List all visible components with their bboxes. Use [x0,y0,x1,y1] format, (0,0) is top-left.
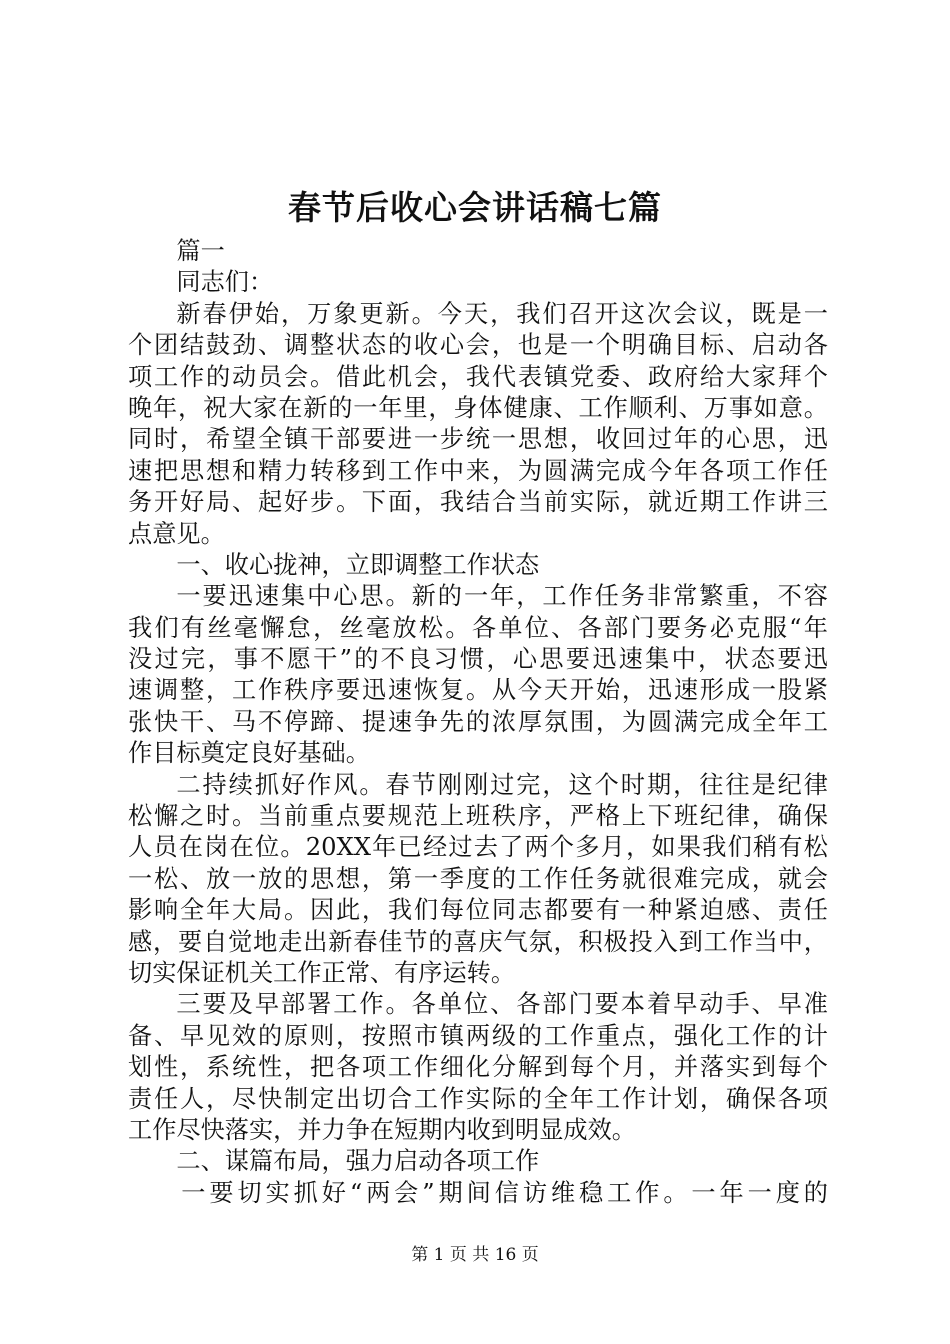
text-line: 速把思想和精力转移到工作中来，为圆满完成今年各项工作任 [128,456,828,485]
text-line: 责任人，尽快制定出切合工作实际的全年工作计划，确保各项 [128,1084,828,1113]
text-line: 作目标奠定良好基础。 [128,739,370,768]
text-line: 二持续抓好作风。春节刚刚过完，这个时期，往往是纪律 [176,770,828,799]
text-line: 一要切实抓好“两会”期间信访维稳工作。一年一度的 [181,1178,828,1207]
text-line: 一松、放一放的思想，第一季度的工作任务就很难完成，就会 [128,864,828,893]
text-line: 我们有丝毫懈怠，丝毫放松。各单位、各部门要务必克服“年 [128,613,828,642]
document-title: 春节后收心会讲话稿七篇 [288,188,662,227]
page-footer: 第 1 页 共 16 页 [411,1245,539,1265]
text-line: 影响全年大局。因此，我们每位同志都要有一种紧迫感、责任 [128,896,828,925]
text-line: 松懈之时。当前重点要规范上班秩序，严格上下班纪律，确保 [128,802,828,831]
text-line: 感，要自觉地走出新春佳节的喜庆气氛，积极投入到工作当中， [128,927,828,956]
text-line: 速调整，工作秩序要迅速恢复。从今天开始，迅速形成一股紧 [128,676,828,705]
text-line: 一要迅速集中心思。新的一年，工作任务非常繁重，不容 [176,582,828,611]
text-line: 张快干、马不停蹄、提速争先的浓厚氛围，为圆满完成全年工 [128,707,828,736]
text-line: 务开好局、起好步。下面，我结合当前实际，就近期工作讲三 [128,488,828,517]
text-line: 点意见。 [128,519,225,548]
text-line: 一、收心拢神，立即调整工作状态 [176,550,540,579]
text-line: 篇一 [176,237,225,265]
text-line: 切实保证机关工作正常、有序运转。 [128,958,516,987]
text-line: 个团结鼓劲、调整状态的收心会，也是一个明确目标、启动各 [128,331,828,360]
text-line: 项工作的动员会。借此机会，我代表镇党委、政府给大家拜个 [128,362,828,391]
text-line: 二、谋篇布局，强力启动各项工作 [176,1147,540,1176]
text-line: 同志们： [176,268,274,297]
text-line: 人员在岗在位。20XX年已经过去了两个多月，如果我们稍有松 [128,833,828,862]
document-body [128,236,828,1209]
text-line: 备、早见效的原则，按照市镇两级的工作重点，强化工作的计 [128,1021,828,1050]
text-line: 三要及早部署工作。各单位、各部门要本着早动手、早准 [176,990,828,1019]
text-line: 同时，希望全镇干部要进一步统一思想，收回过年的心思，迅 [128,425,828,454]
text-line: 划性，系统性，把各项工作细化分解到每个月，并落实到每个 [128,1053,828,1082]
text-line: 没过完，事不愿干”的不良习惯，心思要迅速集中，状态要迅 [128,645,828,674]
text-line: 晚年，祝大家在新的一年里，身体健康、工作顺利、万事如意。 [128,393,828,422]
text-line: 新春伊始，万象更新。今天，我们召开这次会议，既是一 [176,299,828,328]
text-line: 工作尽快落实，并力争在短期内收到明显成效。 [128,1115,636,1144]
